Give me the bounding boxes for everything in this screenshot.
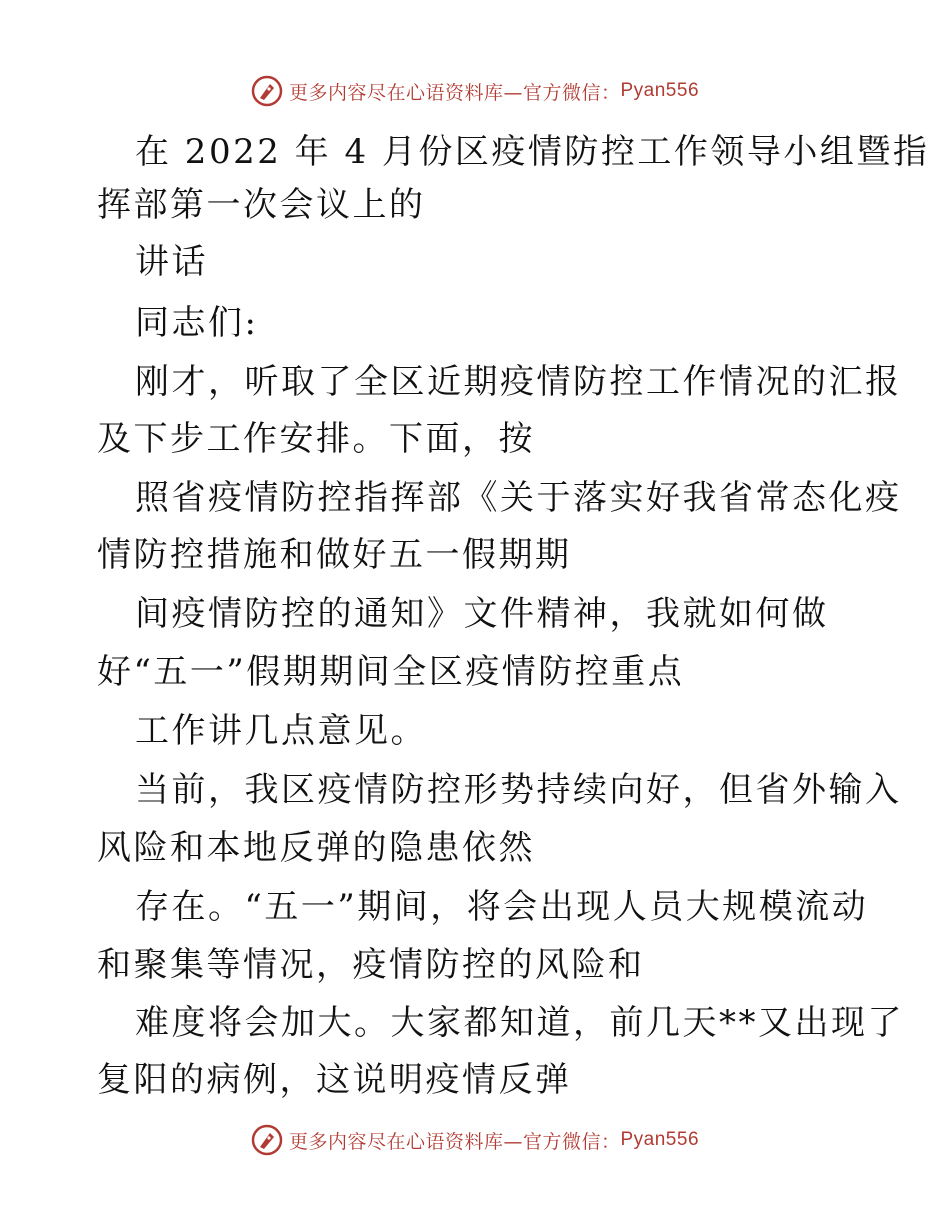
text-line: 工作讲几点意见。 — [135, 711, 427, 751]
text-line: 风险和本地反弹的隐患依然 — [97, 828, 535, 868]
text-line: 间疫情防控的通知》文件精神，我就如何做 — [135, 594, 829, 634]
watermark-text: 更多内容尽在心语资料库—官方微信： — [288, 81, 621, 104]
text-line: 好“五一”假期期间全区疫情防控重点 — [97, 652, 685, 692]
text-line: 存在。“五一”期间，将会出现人员大规模流动 — [135, 887, 869, 927]
text-line: 和聚集等情况，疫情防控的风险和 — [97, 945, 645, 985]
pen-nib-icon — [251, 75, 283, 107]
footer-watermark — [0, 1120, 950, 1160]
watermark-text: 更多内容尽在心语资料库—官方微信： — [288, 1130, 621, 1153]
text-line: 情防控措施和做好五一假期期 — [97, 535, 572, 575]
text-line: 照省疫情防控指挥部《关于落实好我省常态化疫 — [135, 478, 902, 518]
text-line: 同志们: — [135, 303, 259, 343]
text-line: 当前，我区疫情防控形势持续向好，但省外输入 — [135, 770, 902, 810]
text-line: 难度将会加大。大家都知道，前几天**又出现了 — [135, 1003, 904, 1043]
text-line: 挥部第一次会议上的 — [97, 185, 426, 225]
text-line: 复阳的病例，这说明疫情反弹 — [97, 1060, 572, 1100]
text-line: 在 2022 年 4 月份区疫情防控工作领导小组暨指 — [135, 132, 930, 172]
watermark-account: Pyan556 — [620, 1129, 700, 1150]
pen-nib-icon — [251, 1124, 283, 1156]
text-line: 及下步工作安排。下面，按 — [97, 419, 535, 459]
header-watermark — [0, 71, 950, 111]
watermark-account: Pyan556 — [620, 80, 700, 101]
text-line: 刚才，听取了全区近期疫情防控工作情况的汇报 — [135, 362, 902, 402]
text-line: 讲话 — [135, 242, 208, 282]
